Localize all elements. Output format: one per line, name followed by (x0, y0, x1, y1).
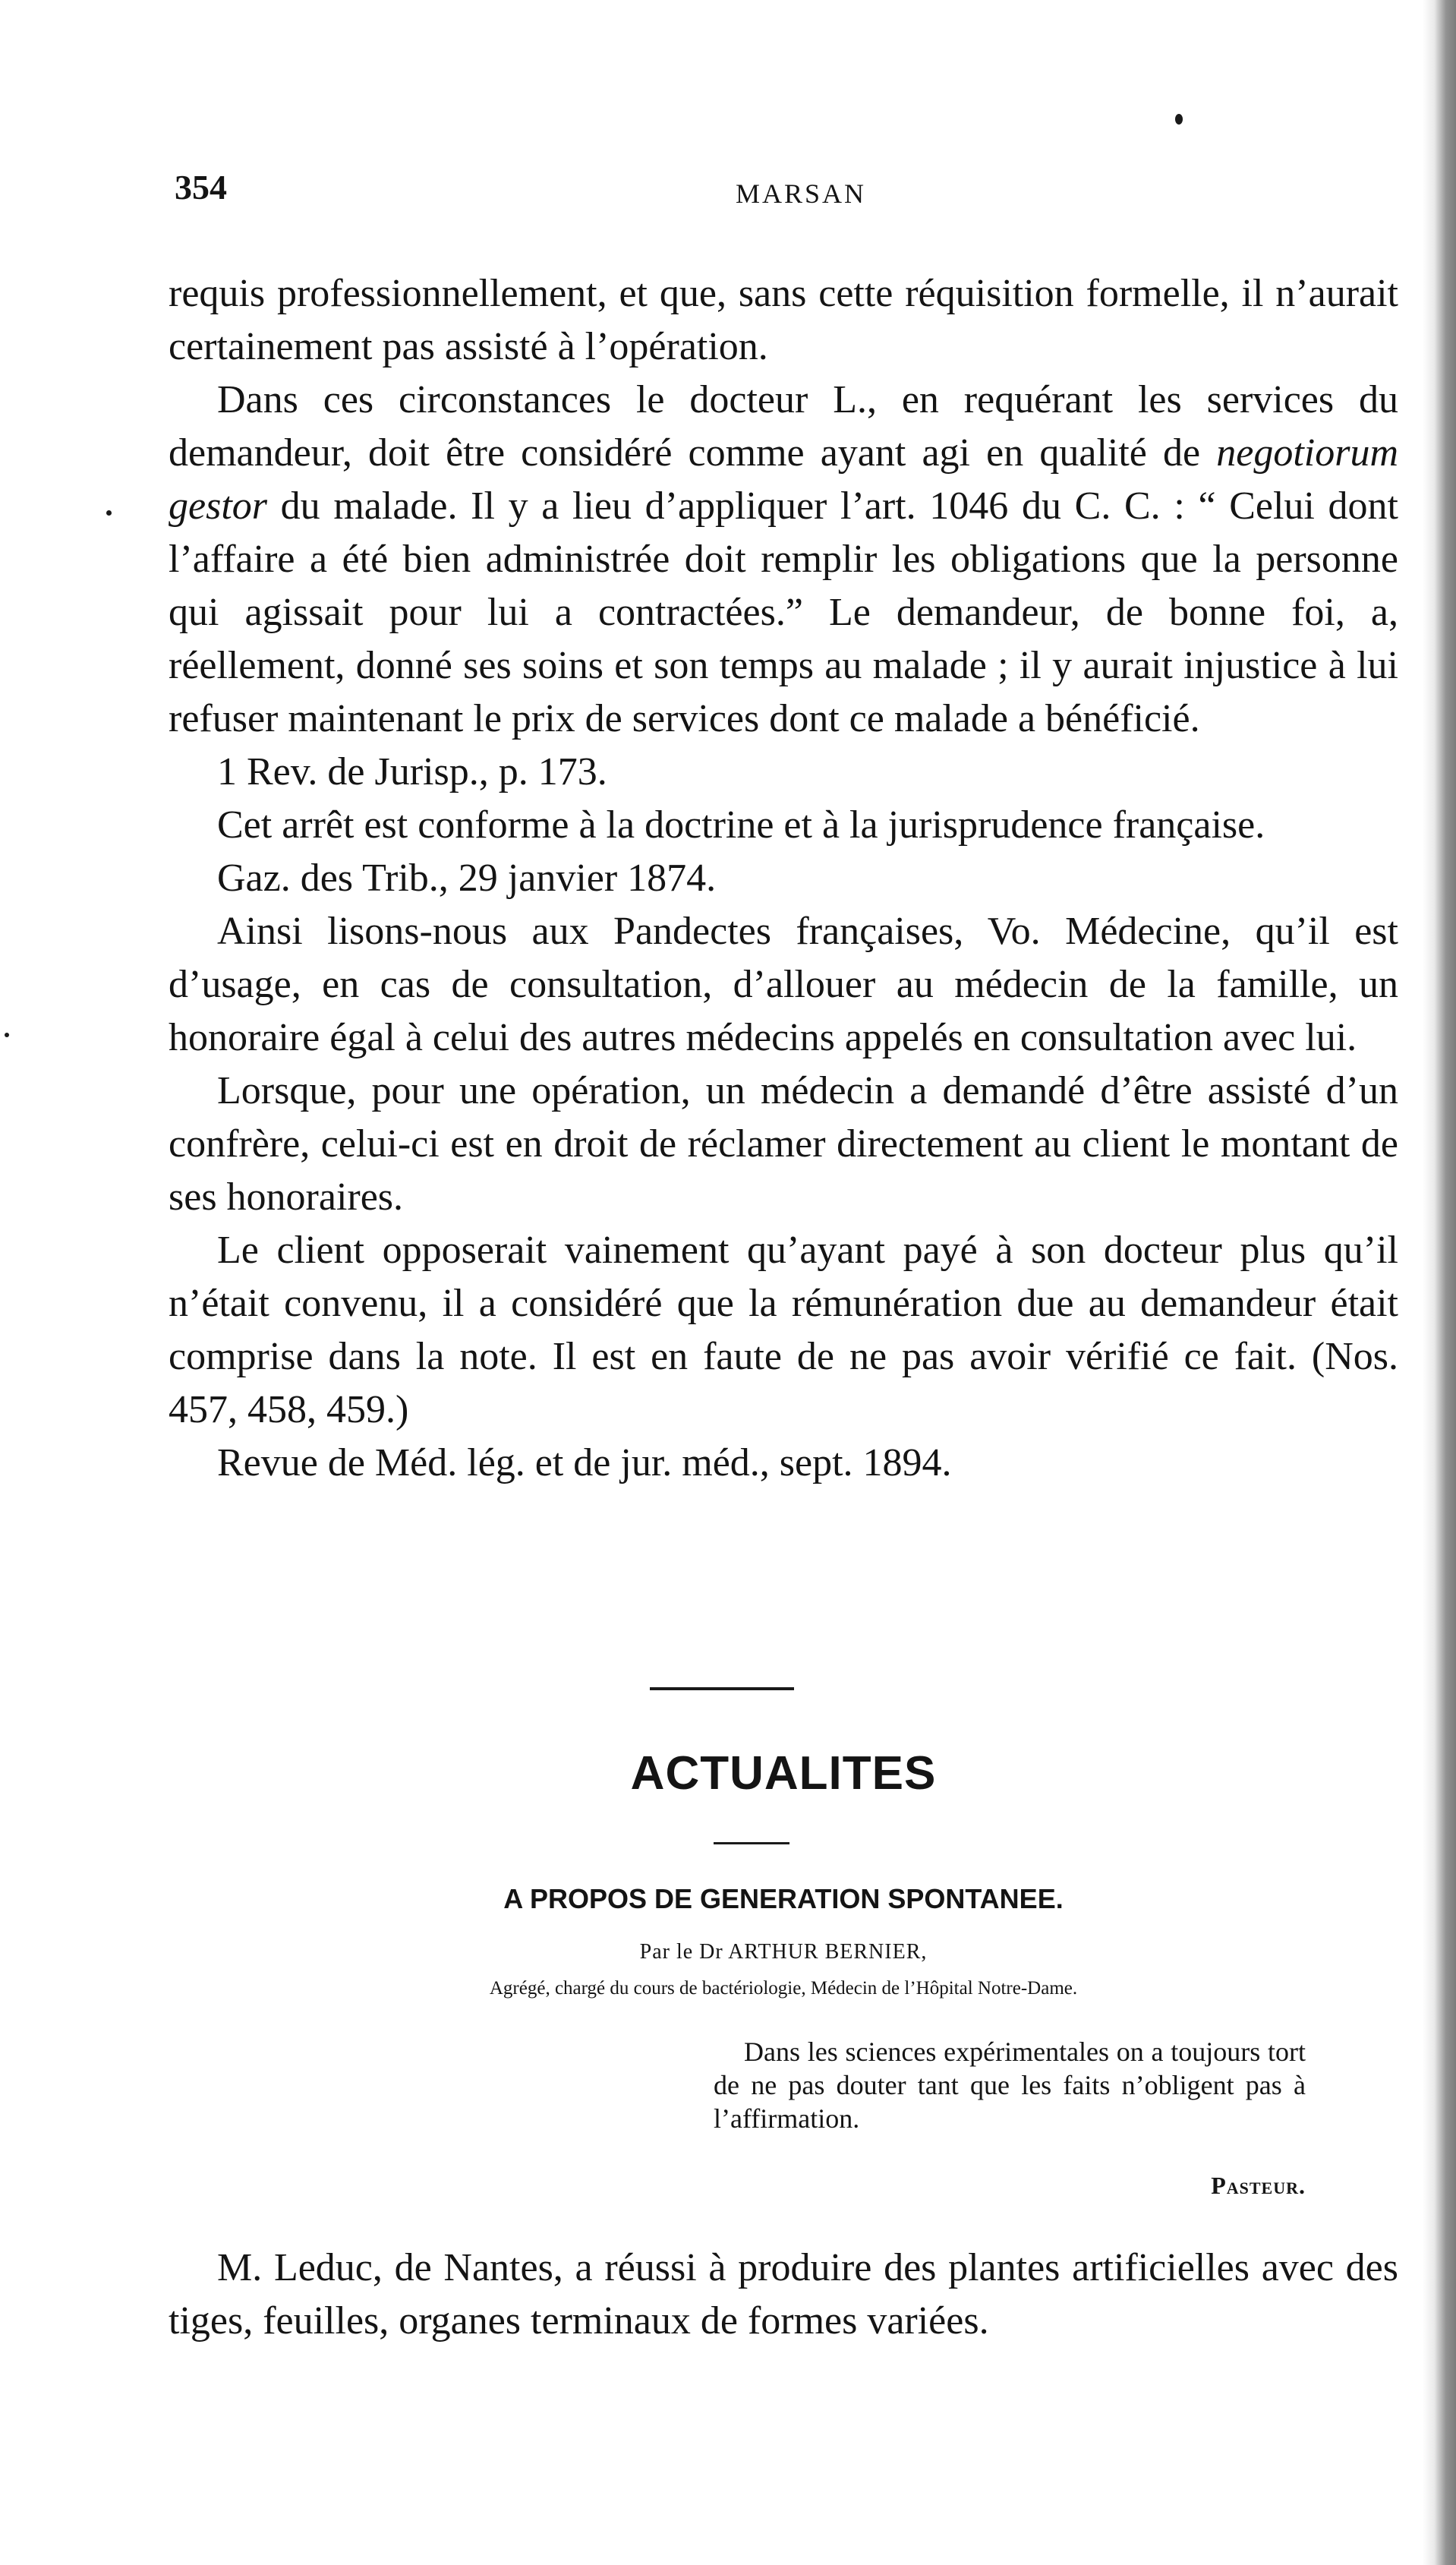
page-number: 354 (175, 168, 227, 207)
paragraph: Lorsque, pour une opération, un médecin a demandé d’être assisté d’un confrère, celui-ci est en droit de réclamer directement au client le montant de ses honoraires. (169, 1069, 1398, 1219)
page-header (175, 167, 1427, 228)
citation: Gaz. des Trib., 29 janvier 1874. (217, 857, 717, 900)
ink-speck (1175, 114, 1183, 125)
paragraph: Ainsi lisons-nous aux Pandectes françaises, Vo. Médecine, qu’il est d’usage, en cas de consultation, d’allouer au médecin de la famille, un honoraire égal à celui des autres médecins appelés en consultation avec lui. (169, 910, 1398, 1059)
citation: 1 Rev. de Jurisp., p. 173. (217, 750, 607, 793)
divider-rule (714, 1842, 789, 1844)
page-edge-shadow (1423, 0, 1456, 2565)
ink-speck (106, 510, 112, 516)
paragraph: M. Leduc, de Nantes, a réussi à produire des plantes artificielles avec des tiges, feuilles, organes terminaux de formes variées. (169, 2246, 1398, 2343)
epigraph (714, 2035, 1306, 2135)
paragraph: Cet arrêt est conforme à la doctrine et à la jurisprudence française. (217, 803, 1265, 847)
section-title: ACTUALITES (630, 1747, 937, 1800)
article-body (169, 2242, 1398, 2348)
italic-term: negotiorum gestor (169, 431, 1398, 528)
text-run: Dans ces circonstances le docteur L., en requérant les services du demandeur, doit être considéré comme ayant agi en qualité de (169, 378, 1398, 475)
body-text (169, 267, 1398, 1490)
author-affiliation: Agrégé, chargé du cours de bactériologie, Médecin de l’Hôpital Notre-Dame. (489, 1978, 1078, 1999)
paragraph (169, 374, 1398, 746)
ink-speck (5, 1033, 9, 1037)
epigraph-author: Pasteur. (1211, 2172, 1306, 2199)
citation: Revue de Méd. lég. et de jur. méd., sept. 1894. (217, 1441, 952, 1484)
paragraph: requis professionnellement, et que, sans cette réquisition formelle, il n’aurait certainement pas assisté à l’opération. (169, 272, 1398, 368)
byline: Par le Dr ARTHUR BERNIER, (639, 1940, 928, 1964)
article-title: A PROPOS DE GENERATION SPONTANEE. (503, 1883, 1064, 1914)
epigraph-text: Dans les sciences expérimentales on a toujours tort de ne pas douter tant que les faits n’obligent pas à l’affirmation. (714, 2037, 1306, 2134)
running-head: MARSAN (735, 178, 867, 209)
paragraph: Le client opposerait vainement qu’ayant payé à son docteur plus qu’il n’était convenu, il a considéré que la rémunération due au demandeur était comprise dans la note. Il est en faute de ne pas avoir vérifié ce fait. (Nos. 457, 458, 459.) (169, 1229, 1398, 1431)
divider-rule (650, 1687, 794, 1690)
text-run: du malade. Il y a lieu d’appliquer l’art. 1046 du C. C. : “ Celui dont l’affaire a été bien administrée doit remplir les obligations que la personne qui agissait pour lui a contractées.” Le demandeur, de bonne foi, a, réellement, donné ses soins et son temps au malade ; il y aurait injustice à lui refuser maintenant le prix de services dont ce malade a bénéficié. (169, 484, 1398, 740)
